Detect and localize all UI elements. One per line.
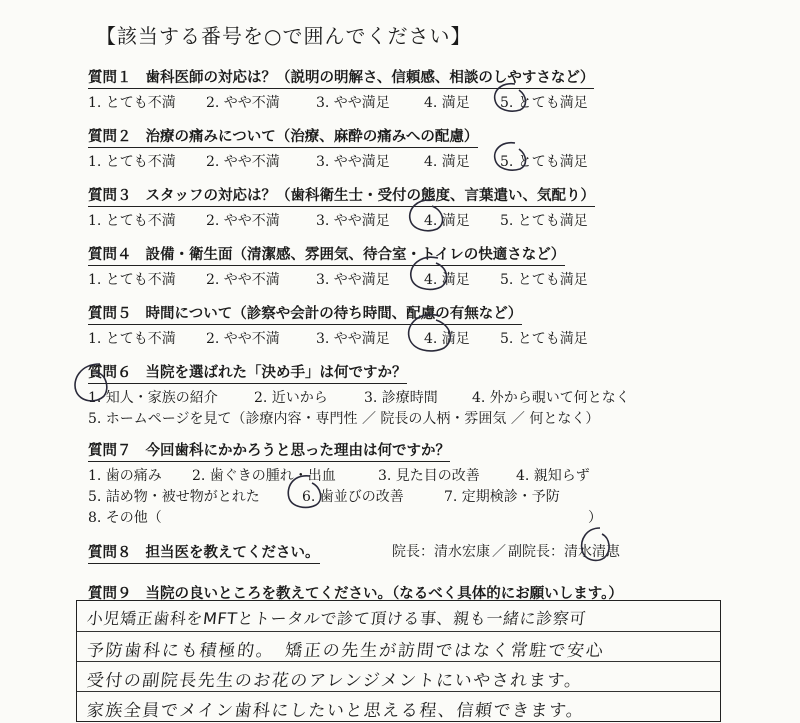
question-2	[88, 125, 588, 173]
question-text: 担当医を教えてください。	[145, 545, 320, 561]
option-3[interactable]: 3. 診療時間	[364, 390, 438, 406]
question-2-heading	[88, 125, 478, 148]
question-3-heading	[88, 184, 595, 207]
handwritten-answer-line-1: 小児矯正歯科をMFTとトータルで診て頂ける事、親も一緒に診察可	[85, 609, 588, 628]
option-2[interactable]: 2. やや不満	[206, 331, 280, 347]
question-number: 質問２	[88, 129, 132, 145]
question-number: 質問９	[88, 586, 132, 602]
question-number: 質問７	[88, 443, 132, 459]
option-4[interactable]: 4. 満足	[424, 154, 470, 170]
option-2[interactable]: 2. やや不満	[206, 95, 280, 111]
option-4[interactable]: 4. 満足	[424, 95, 470, 111]
option-5[interactable]: 5. 詰め物・被せ物がとれた	[88, 489, 260, 505]
question-number: 質問８	[88, 545, 132, 561]
option-1[interactable]: 1. とても不満	[88, 154, 176, 170]
option-4[interactable]: 4. 親知らず	[516, 468, 590, 484]
option-3[interactable]: 3. やや満足	[316, 272, 390, 288]
option-4[interactable]: 4. 満足	[424, 213, 470, 229]
option-2[interactable]: 2. 近いから	[254, 390, 328, 406]
option-5[interactable]: 5. とても満足	[500, 272, 588, 288]
handwritten-answer-line-2: 予防歯科にも積極的。 矯正の先生が訪問ではなく常駐で安心	[85, 641, 606, 661]
question-5	[88, 302, 588, 350]
question-text: 時間について（診察や会計の待ち時間、配慮の有無など）	[145, 306, 523, 322]
options-block	[88, 388, 630, 430]
option-5[interactable]: 5. とても満足	[500, 213, 588, 229]
question-1	[88, 66, 594, 114]
option-8[interactable]: 8. その他（	[88, 510, 162, 526]
option-1[interactable]: 1. とても不満	[88, 95, 176, 111]
options-block	[88, 466, 602, 529]
handwritten-answer-line-4: 家族全員でメイン歯科にしたいと思える程、信頼できます。	[85, 701, 586, 721]
options-row	[88, 270, 588, 291]
question-text: スタッフの対応は？（歯科衛生士・受付の態度、言葉遣い、気配り）	[145, 188, 595, 204]
option-1[interactable]: 1. 歯の痛み	[88, 468, 162, 484]
free-answer-box[interactable]	[76, 600, 721, 722]
option-4[interactable]: 4. 満足	[424, 331, 470, 347]
option-3[interactable]: 3. やや満足	[316, 331, 390, 347]
option-8-close-paren: ）	[588, 510, 602, 526]
question-number: 質問６	[88, 365, 132, 381]
question-6	[88, 361, 630, 430]
question-4-heading	[88, 243, 565, 266]
option-5[interactable]: 5. とても満足	[500, 95, 588, 111]
option-5[interactable]: 5. とても満足	[500, 331, 588, 347]
handwritten-answer-line-3: 受付の副院長先生のお花のアレンジメントにいやされます。	[85, 671, 584, 691]
option-5[interactable]: 5. とても満足	[500, 154, 588, 170]
question-5-heading	[88, 302, 522, 325]
option-1[interactable]: 1. とても不満	[88, 331, 176, 347]
options-row	[88, 329, 588, 350]
question-7-heading	[88, 439, 450, 462]
question-8-heading	[88, 541, 320, 564]
option-2[interactable]: 2. やや不満	[206, 272, 280, 288]
question-number: 質問１	[88, 70, 132, 86]
question-8	[88, 541, 320, 564]
question-text: 設備・衛生面（清潔感、雰囲気、待合室・トイレの快適さなど）	[145, 247, 566, 263]
staff-separator: ／	[492, 544, 506, 560]
question-text: 今回歯科にかかろうと思った理由は何ですか？	[145, 443, 450, 459]
option-3[interactable]: 3. やや満足	[316, 213, 390, 229]
question-6-heading	[88, 361, 407, 384]
question-number: 質問３	[88, 188, 132, 204]
option-1[interactable]: 1. とても不満	[88, 272, 176, 288]
option-6[interactable]: 6. 歯並びの改善	[302, 489, 404, 505]
option-4[interactable]: 4. 満足	[424, 272, 470, 288]
question-number: 質問５	[88, 306, 132, 322]
staff-vice-director[interactable]: 副院長：清水清恵	[508, 544, 620, 560]
question-text: 歯科医師の対応は？（説明の明解さ、信頼感、相談のしやすさなど）	[145, 70, 595, 86]
option-2[interactable]: 2. やや不満	[206, 213, 280, 229]
option-7[interactable]: 7. 定期検診・予防	[444, 489, 560, 505]
question-7	[88, 439, 602, 529]
options-row	[88, 152, 588, 173]
question-text: 当院の良いところを教えてください。（なるべく具体的にお願いします。）	[145, 586, 623, 602]
option-4[interactable]: 4. 外から覗いて何となく	[472, 390, 630, 406]
question-4	[88, 243, 588, 291]
option-3[interactable]: 3. やや満足	[316, 95, 390, 111]
option-1[interactable]: 1. とても不満	[88, 213, 176, 229]
question-3	[88, 184, 595, 232]
option-1[interactable]: 1. 知人・家族の紹介	[88, 390, 218, 406]
options-row	[88, 211, 595, 232]
question-number: 質問４	[88, 247, 132, 263]
question-1-heading	[88, 66, 594, 89]
staff-director[interactable]: 院長：清水宏康	[392, 544, 490, 560]
options-row	[88, 93, 594, 114]
page-title: 【該当する番号を○で囲んでください】	[96, 24, 472, 48]
option-3[interactable]: 3. やや満足	[316, 154, 390, 170]
staff-options	[392, 541, 622, 561]
option-2[interactable]: 2. やや不満	[206, 154, 280, 170]
question-text: 治療の痛みについて（治療、麻酔の痛みへの配慮）	[145, 129, 479, 145]
option-5[interactable]: 5. ホームページを見て（診療内容・専門性 ／ 院長の人柄・雰囲気 ／ 何となく）	[88, 411, 600, 427]
option-3[interactable]: 3. 見た目の改善	[378, 468, 480, 484]
option-2[interactable]: 2. 歯ぐきの腫れ・出血	[192, 468, 336, 484]
question-text: 当院を選ばれた「決め手」は何ですか？	[145, 365, 407, 381]
